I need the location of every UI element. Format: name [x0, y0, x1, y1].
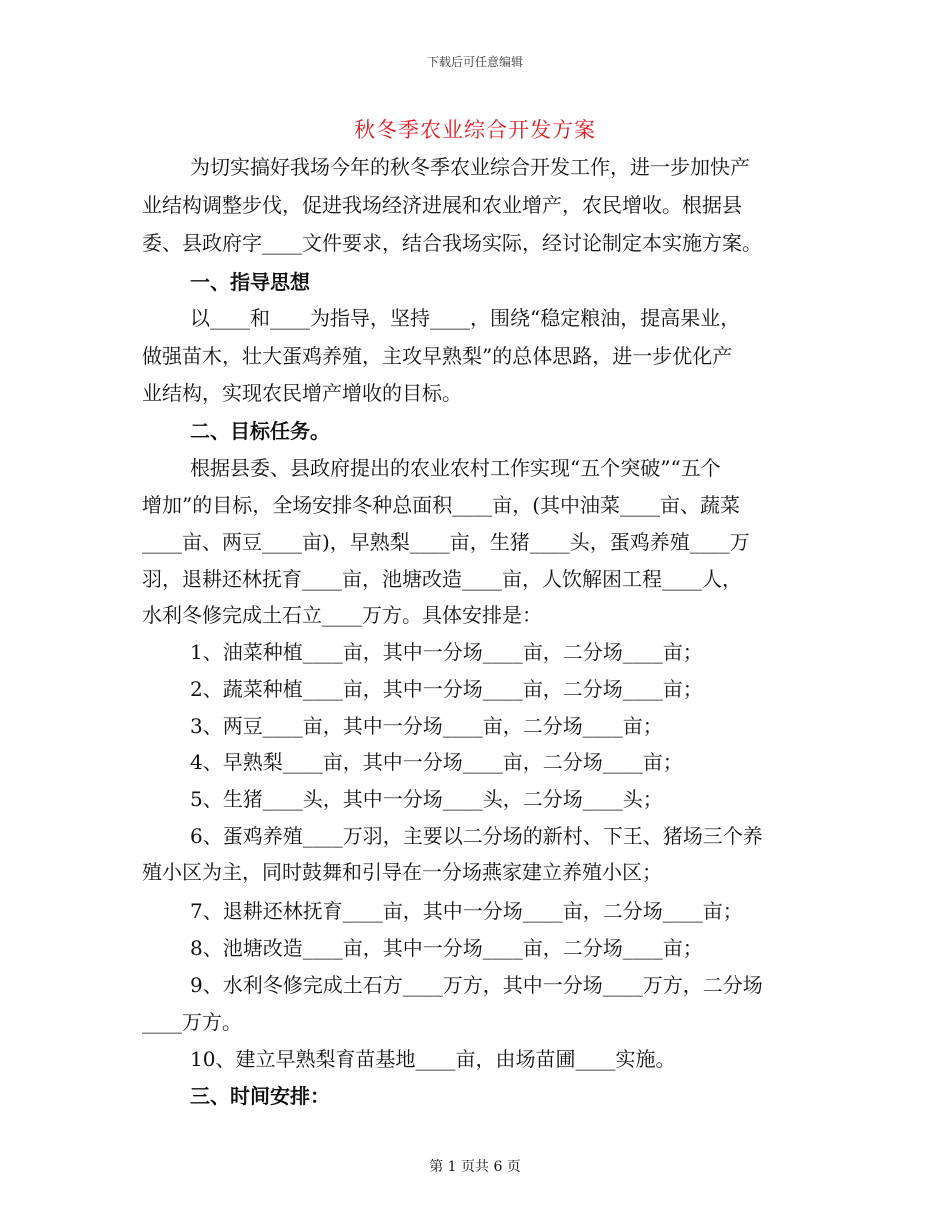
guideline-line-1: 以____和____为指导，坚持____，围绕“稳定粮油，提高果业， [190, 306, 741, 330]
list-item-1: 1、油菜种植____亩，其中一分场____亩，二分场____亩； [190, 640, 703, 664]
list-item-3: 3、两豆____亩，其中一分场____亩，二分场____亩； [190, 714, 663, 738]
header-note: 下载后可任意编辑 [426, 55, 523, 69]
list-item-4: 4、早熟梨____亩，其中一分场____亩，二分场____亩； [190, 750, 683, 774]
guideline-line-2: 做强苗木，壮大蛋鸡养殖，主攻早熟梨”的总体思路，进一步优化产 [142, 344, 733, 368]
list-item-9: 9、水利冬修完成土石方____万方，其中一分场____万方，二分场 [190, 973, 763, 997]
intro-line-3: 委、县政府字____文件要求，结合我场实际，经讨论制定本实施方案。 [142, 231, 762, 255]
goal-line-3: ____亩、两豆____亩)，早熟梨____亩，生猪____头，蛋鸡养殖____万 [142, 530, 750, 554]
list-item-9-cont: ____万方。 [142, 1010, 242, 1034]
goal-line-5: 水利冬修完成土石立____万方。具体安排是： [142, 603, 542, 627]
goal-line-1: 根据县委、县政府提出的农业农村工作实现“五个突破”“五个 [190, 456, 721, 480]
list-item-7: 7、退耕还林抚育____亩，其中一分场____亩，二分场____亩； [190, 899, 743, 923]
intro-line-1: 为切实搞好我场今年的秋冬季农业综合开发工作，进一步加快产 [190, 155, 750, 179]
guideline-line-3: 业结构，实现农民增产增收的目标。 [142, 381, 462, 405]
section-heading-1: 一、指导思想 [190, 270, 310, 294]
list-item-5: 5、生猪____头，其中一分场____头，二分场____头； [190, 787, 663, 811]
list-item-6-cont: 殖小区为主，同时鼓舞和引导在一分场燕家建立养殖小区； [142, 860, 662, 884]
document-title: 秋冬季农业综合开发方案 [354, 118, 596, 142]
section-heading-2: 二、目标任务。 [190, 419, 330, 443]
section-heading-3: 三、时间安排： [190, 1084, 330, 1108]
intro-line-2: 业结构调整步伐，促进我场经济进展和农业增产，农民增收。根据县 [142, 193, 742, 217]
goal-line-2: 增加”的目标，全场安排冬种总面积____亩，(其中油菜____亩、蔬菜 [142, 493, 741, 517]
goal-line-4: 羽，退耕还林抚育____亩，池塘改造____亩，人饮解困工程____人， [142, 567, 742, 591]
list-item-8: 8、池塘改造____亩，其中一分场____亩，二分场____亩； [190, 936, 703, 960]
list-item-6: 6、蛋鸡养殖____万羽，主要以二分场的新村、下王、猪场三个养 [190, 824, 763, 848]
page-footer: 第 1 页共 6 页 [429, 1159, 521, 1175]
list-item-10: 10、建立早熟梨育苗基地____亩，由场苗圃____实施。 [190, 1047, 676, 1071]
list-item-2: 2、蔬菜种植____亩，其中一分场____亩，二分场____亩； [190, 677, 703, 701]
